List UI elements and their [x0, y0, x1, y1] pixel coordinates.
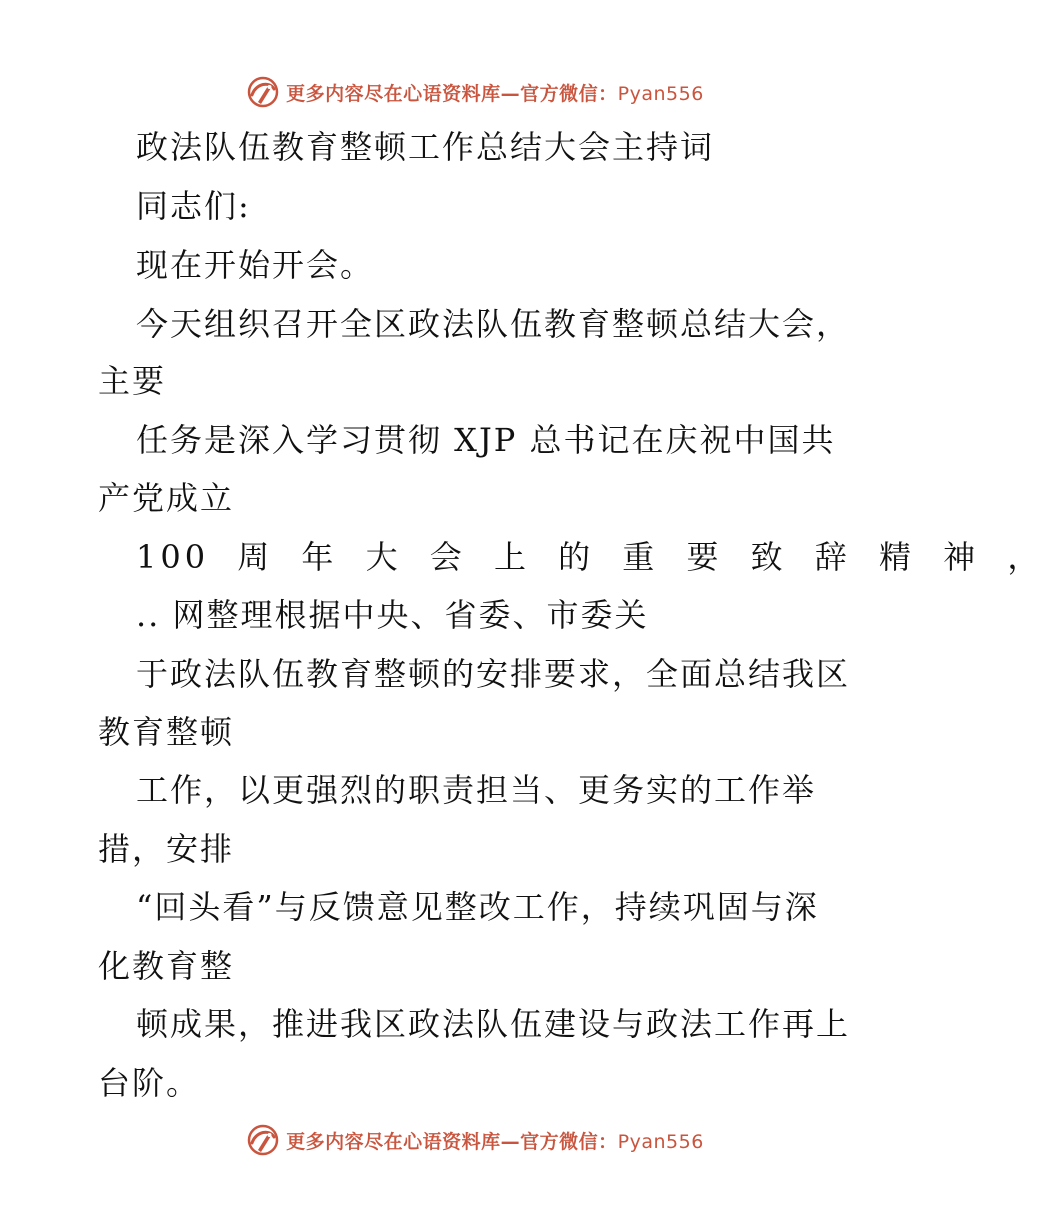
red-swirl-pen-logo-icon	[246, 1123, 280, 1157]
paragraph-line: 工作，以更强烈的职责担当、更务实的工作举	[136, 771, 817, 809]
paragraph-line: 任务是深入学习贯彻 XJP 总书记在庆祝中国共	[136, 421, 836, 459]
paragraph-line: 台阶。	[98, 1064, 201, 1102]
watermark-text-cn: 更多内容尽在心语资料库—官方微信：	[286, 82, 618, 105]
paragraph-line: 措，安排	[98, 830, 235, 868]
watermark-wechat-id: Pyan556	[617, 82, 704, 105]
paragraph-line: 顿成果，推进我区政法队伍建设与政法工作再上	[136, 1005, 851, 1043]
paragraph-line: 主要	[98, 362, 167, 400]
paragraph-line: “回头看”与反馈意见整改工作，持续巩固与深	[136, 888, 819, 926]
watermark-text-cn: 更多内容尽在心语资料库—官方微信：	[286, 1130, 618, 1153]
footer-watermark	[0, 1118, 950, 1162]
paragraph-line: 今天组织召开全区政法队伍教育整顿总结大会，	[136, 305, 851, 343]
paragraph-line: 产党成立	[98, 479, 235, 517]
document-title: 政法队伍教育整顿工作总结大会主持词	[136, 128, 715, 166]
paragraph-line: 化教育整	[98, 947, 235, 985]
paragraph-line: 于政法队伍教育整顿的安排要求，全面总结我区	[136, 655, 851, 693]
watermark-wechat-id: Pyan556	[617, 1130, 704, 1153]
paragraph-line: 教育整顿	[98, 713, 235, 751]
paragraph-line: .. 网整理根据中央、省委、市委关	[136, 596, 649, 634]
paragraph-line: 同志们:	[136, 187, 251, 225]
paragraph-line: 现在开始开会。	[136, 246, 375, 284]
paragraph-line: 100 周 年 大 会 上 的 重 要 致 辞 精 神 ，	[136, 538, 1043, 576]
watermark-text	[286, 1127, 704, 1154]
